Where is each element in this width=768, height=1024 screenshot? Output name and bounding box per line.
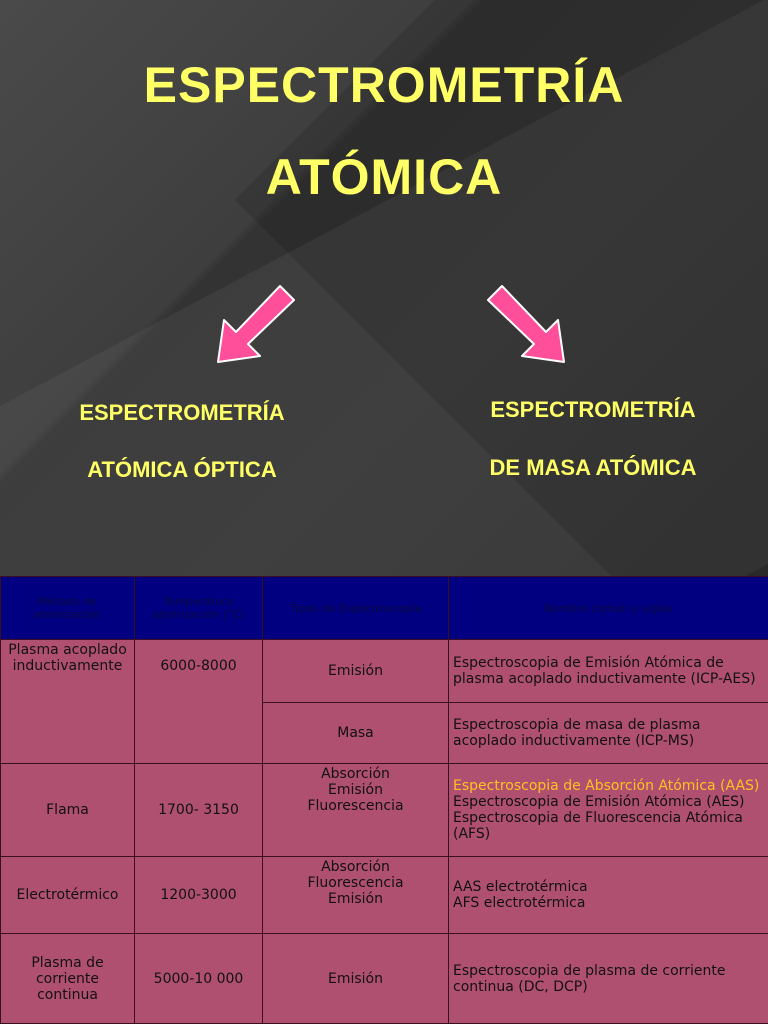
- cell-types: [263, 764, 449, 857]
- atomic-spectrometry-table: [0, 576, 768, 1024]
- cell-method: Flama: [1, 764, 135, 857]
- type-line: Fluorescencia: [307, 875, 404, 891]
- cell-types: Emisión: [263, 640, 449, 703]
- header-temperature: Temperatura atomización (°C): [135, 577, 263, 640]
- cell-temperature: 6000-8000: [135, 640, 263, 764]
- cell-temperature: 1200-3000: [135, 857, 263, 934]
- arrow-icon: [482, 282, 572, 368]
- type-line: Emisión: [328, 782, 383, 798]
- table-row: [1, 764, 768, 857]
- name-line: AFS electrotérmica: [453, 895, 586, 911]
- name-line: AAS electrotérmica: [453, 879, 588, 895]
- cell-temperature: 1700- 3150: [135, 764, 263, 857]
- cell-names: Espectroscopia de plasma de corriente continua (DC, DCP): [449, 934, 768, 1024]
- left-heading-line1: ESPECTROMETRÍA: [79, 400, 285, 425]
- slide-title-line2: ATÓMICA: [265, 149, 503, 205]
- cell-method: Electrotérmico: [1, 857, 135, 934]
- cell-method: Plasma acoplado inductivamente: [1, 640, 135, 764]
- cell-names: [449, 857, 768, 934]
- header-method: Método de atomización: [1, 577, 135, 640]
- type-line: Emisión: [328, 891, 383, 907]
- right-heading-line2: DE MASA ATÓMICA: [489, 455, 697, 480]
- left-heading-line2: ATÓMICA ÓPTICA: [87, 457, 277, 482]
- arrow-icon: [210, 282, 300, 368]
- type-line: Absorción: [321, 859, 390, 875]
- name-line: Espectroscopia de Fluorescencia Atómica (AFS): [453, 810, 743, 842]
- cell-names: [449, 764, 768, 857]
- table-header-row: [1, 577, 768, 640]
- type-line: Fluorescencia: [307, 798, 404, 814]
- table-row: [1, 640, 768, 703]
- cell-types: [263, 857, 449, 934]
- right-heading-line1: ESPECTROMETRÍA: [490, 397, 696, 422]
- type-line: Absorción: [321, 766, 390, 782]
- cell-method: Plasma de corriente continua: [1, 934, 135, 1024]
- cell-names: Espectroscopia de Emisión Atómica de plasma acoplado inductivamente (ICP-AES): [449, 640, 768, 703]
- header-names: Nombre común y siglas: [449, 577, 768, 640]
- cell-types: Masa: [263, 703, 449, 764]
- cell-temperature: 5000-10 000: [135, 934, 263, 1024]
- table-row: [1, 934, 768, 1024]
- table-row: [1, 857, 768, 934]
- cell-names: Espectroscopia de masa de plasma acoplado inductivamente (ICP-MS): [449, 703, 768, 764]
- cell-types: Emisión: [263, 934, 449, 1024]
- slide-title-line1: ESPECTROMETRÍA: [143, 57, 625, 113]
- name-line-highlighted: Espectroscopia de Absorción Atómica (AAS): [453, 778, 760, 794]
- name-line: Espectroscopia de Emisión Atómica (AES): [453, 794, 745, 810]
- header-types: Tipos de Espectroscopia: [263, 577, 449, 640]
